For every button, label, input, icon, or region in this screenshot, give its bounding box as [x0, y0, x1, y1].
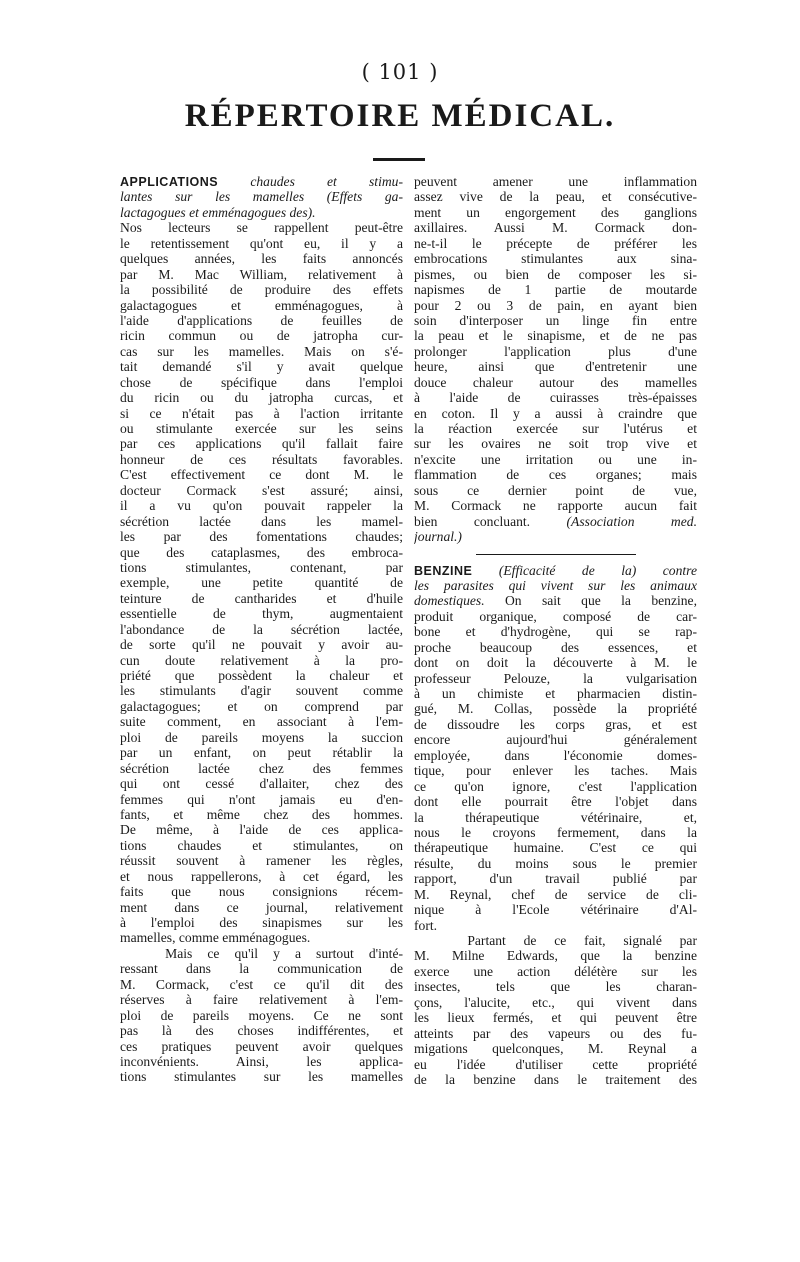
- column-left: APPLICATIONS chaudes et stimu- lantes sur les mamelles (Effets ga- lactagogues et emménagogues des). Nos lecteurs se rappellent peut-être le retentissement qu'ont eu, il y a quelques années, les faits annoncés par M. Mac William, relativement à la possibilité de produire des effets galactagogues et emménagogues, à l'aide d'applications de feuilles de ricin commun ou de jatropha cur- cas sur les mamelles. Mais on s'é- tait demandé s'il y avait quelque chose de spécifique dans l'emploi du ricin ou du jatropha curcas, et si ce n'était pas à l'action irritante ou stimulante exercée sur les seins par ces applications qu'il fallait faire honneur de ces résultats favorables. C'est effectivement ce dont M. le docteur Cormack s'est assuré; ainsi, il a vu qu'on pouvait rappeler la sécrétion lactée dans les mamel- les par des fomentations chaudes; que des cataplasmes, des embroca- tions stimulantes, contenant, par exemple, une petite quantité de teinture de cantharides et d'huile essentielle de thym, augmentaient l'abondance de la sécrétion lactée, de sorte qu'il ne pouvait y avoir au- cun doute relativement à la pro- priété que possèdent la chaleur et les stimulants d'agir souvent comme galactagogues; et on comprend par suite comment, en associant à l'em- ploi de pareils moyens la succion par un enfant, on peut rétablir la sécrétion lactée chez des femmes qui ont cessé d'allaiter, chez des femmes qui n'ont jamais eu d'en- fants, et même chez des hommes. De même, à l'aide de ces applica- tions chaudes et stimulantes, on réussit souvent à ramener les règles, et nous rappellerons, à cet égard, les faits que nous consignions récem- ment dans ce journal, relativement à l'emploi des sinapismes sur les mamelles, comme emménagogues. Mais ce qu'il y a surtout d'inté- ressant dans la communication de M. Cormack, c'est ce qu'il dit des réserves à faire relativement à l'em- ploi de pareils moyens. Ce ne sont pas là des choses indifférentes, et ces pratiques peuvent avoir quelques inconvénients. Ainsi, les applica- tions stimulantes sur les mamelles: [120, 174, 403, 1085]
- title-rule: [373, 158, 425, 161]
- page-title: RÉPERTOIRE MÉDICAL.: [184, 98, 616, 134]
- article-heading: BENZINE: [414, 563, 473, 578]
- column-right: peuvent amener une inflammation assez vive de la peau, et consécutive- ment un engorgement des ganglions axillaires. Aussi M. Cormack don- ne-t-il le précepte de préférer les embrocations stimulantes aux sina- pismes, ou bien de composer les si- napismes de 1 partie de moutarde pour 2 ou 3 de pain, en ayant bien soin d'interposer un linge fin entre la peau et le sinapisme, et de ne pas prolonger l'application plus d'une heure, ainsi que d'entretenir une douce chaleur autour des mamelles à l'aide de cuirasses très-épaisses en coton. Il y a aussi à craindre que la réaction exercée sur l'utérus et sur les ovaires ne soit trop vive et n'excite une irritation ou une in- flammation de ces organes; mais sous ce dernier point de vue, M. Cormack ne rapporte aucun fait bien concluant. (Association med. journal.) BENZINE (Efficacité de la) contre les parasites qui vivent sur les animaux domestiques. On sait que la benzine, produit organique, composé de car- bone et d'hydrogène, qui se rap- proche beaucoup des essences, et dont on doit la découverte à M. le professeur Pelouze, la vulgarisation à un chimiste et pharmacien distin- gué, M. Collas, possède la propriété de dissoudre les corps gras, et est encore aujourd'hui généralement employée, dans l'économie domes- tique, pour enlever les taches. Mais ce qu'on ignore, c'est l'application dont elle pourrait être l'objet dans la thérapeutique vétérinaire, et, nous le croyons fermement, dans la thérapeutique humaine. C'est ce qui résulte, du moins sous le premier rapport, d'un travail publié par M. Reynal, chef de service de cli- nique à l'Ecole vétérinaire d'Al- fort. Partant de ce fait, signalé par M. Milne Edwards, que la benzine exerce une action délétère sur les insectes, tels que les charan- çons, l'alucite, etc., qui vivent dans les lieux fermés, et qui peuvent être atteints par des vapeurs ou des fu- migations quelconques, M. Reynal a eu l'idée d'utiliser cette propriété de la benzine dans le traitement des: [414, 174, 697, 1087]
- article-heading-line: BENZINE (Efficacité de la) contre: [414, 562, 697, 578]
- article-heading: APPLICATIONS: [120, 175, 219, 189]
- page-number: ( 101 ): [361, 60, 439, 84]
- article-heading-line: APPLICATIONS chaudes et stimu-: [120, 174, 403, 189]
- article-separator: [476, 554, 636, 555]
- article-source: (Association med.: [566, 513, 697, 529]
